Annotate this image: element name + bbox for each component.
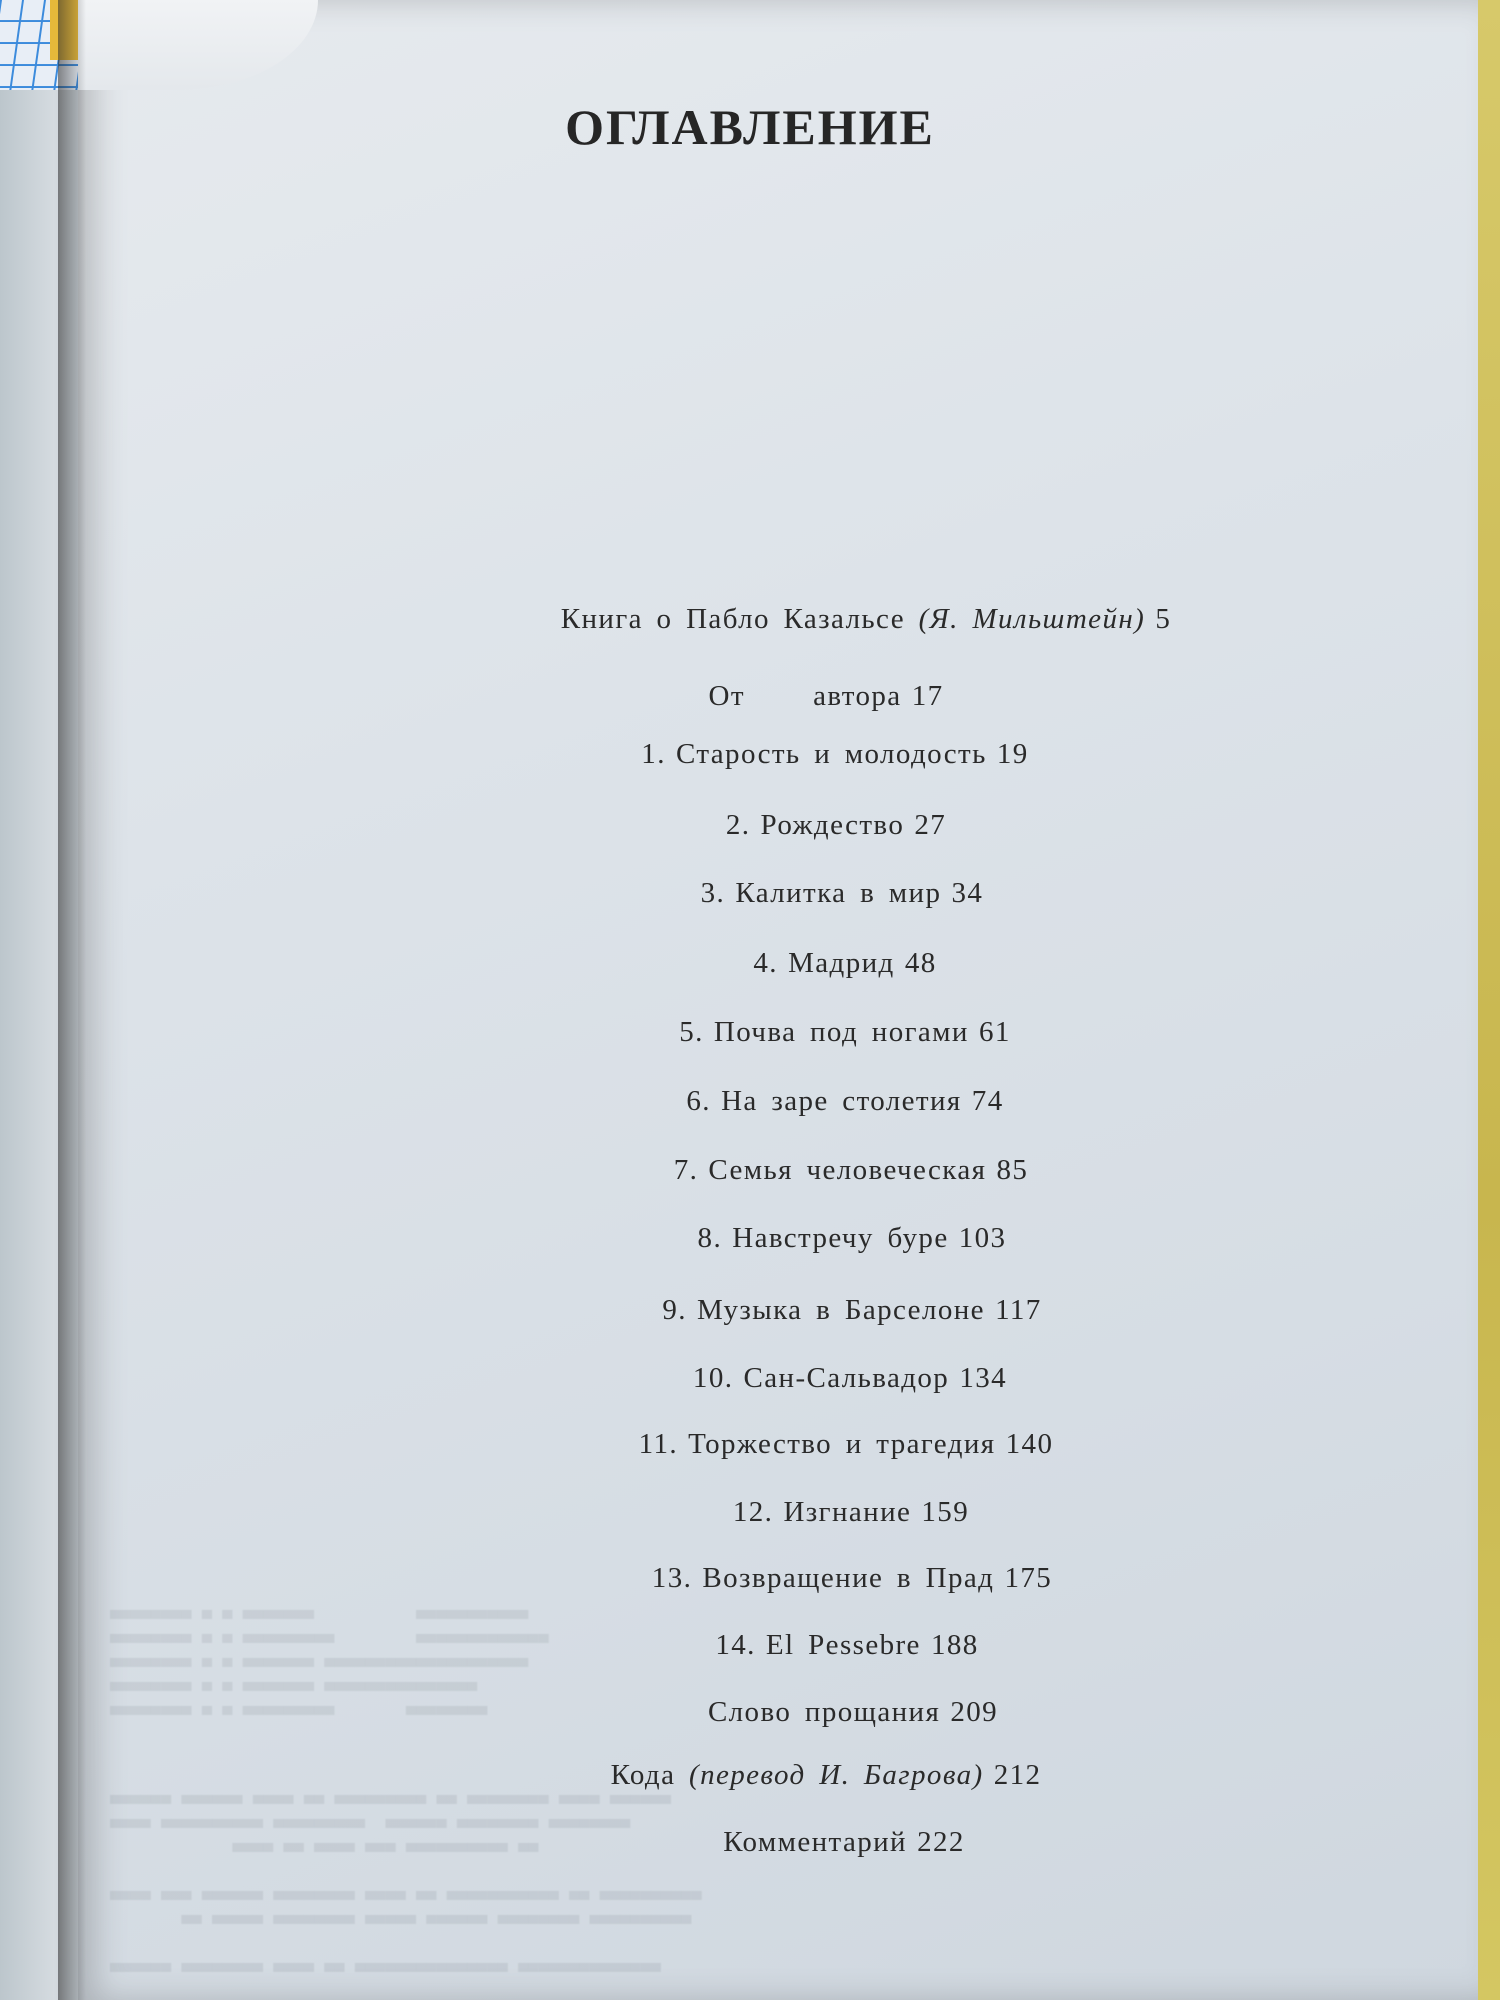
- toc-entry-title: Почва под ногами: [713, 1016, 969, 1048]
- toc-entry-title: Комментарий: [723, 1826, 907, 1858]
- toc-entry-page: 61: [979, 1016, 1011, 1048]
- toc-entry-page: 85: [996, 1154, 1029, 1186]
- toc-entry-number: 9.: [662, 1294, 687, 1326]
- toc-entry-title: Торжество и трагедия: [688, 1428, 996, 1460]
- toc-entry-page: 222: [917, 1826, 965, 1858]
- toc-entry: [101, 1496, 1500, 1529]
- toc-entry-note: (Я. Мильштейн): [918, 603, 1146, 635]
- toc-entry-page: 34: [951, 877, 984, 909]
- toc-entry-title: Калитка в мир: [735, 877, 942, 909]
- toc-entry-number: 7.: [673, 1154, 699, 1186]
- toc-entry: [102, 1222, 1500, 1255]
- toc-entry-number: 13.: [651, 1562, 693, 1594]
- toc-entry: [95, 1016, 1500, 1049]
- toc-entry: [95, 1085, 1500, 1118]
- toc-entry: [94, 1826, 1500, 1859]
- toc-entry-title: Изгнание: [783, 1496, 912, 1528]
- toc-entry: [100, 1362, 1500, 1395]
- toc-entry-title: Слово прощания: [707, 1696, 941, 1728]
- toc-entry: [101, 1154, 1500, 1187]
- show-through-ghost-text: ▀▀▀▀▀▀ ▀▀▀▀▀▀ ▀▀▀▀ ▀▀ ▀▀▀▀▀▀▀▀▀ ▀▀ ▀▀▀▀▀▀▀▀ ▀▀▀▀ ▀▀▀▀▀▀ ▀▀▀▀ ▀▀▀▀▀▀▀▀▀▀ ▀▀▀▀▀▀▀▀▀ ▀▀▀▀▀▀ ▀▀▀▀▀▀▀▀ ▀▀▀▀▀▀▀▀ ▀▀▀▀ ▀▀ ▀▀▀▀ ▀▀▀ ▀▀▀▀▀▀▀▀▀▀ ▀▀ ▀▀▀▀ ▀▀▀ ▀▀▀▀▀▀ ▀▀▀▀▀▀▀▀ ▀▀▀▀ ▀▀ ▀▀▀▀▀▀▀▀▀▀▀ ▀▀ ▀▀▀▀▀▀▀▀▀▀ ▀▀ ▀▀▀▀▀ ▀▀▀▀▀▀▀▀ ▀▀▀▀▀ ▀▀▀▀▀▀ ▀▀▀▀▀▀▀▀ ▀▀▀▀▀▀▀▀▀▀ ▀▀▀▀▀▀ ▀▀▀▀▀▀▀▀ ▀▀▀▀ ▀▀ ▀▀▀▀▀▀▀▀▀▀▀▀▀▀▀ ▀▀▀▀▀▀▀▀▀▀▀▀▀▀: [110, 1796, 702, 1983]
- toc-entry-page: 175: [1004, 1562, 1053, 1594]
- toc-entry-number: 14.: [715, 1629, 756, 1661]
- toc-entry: [95, 947, 1500, 980]
- show-through-ghost-text: ▀▀▀▀▀▀▀▀ ▀ ▀ ▀▀▀▀▀▀▀ ▀▀▀▀▀▀▀▀▀▀▀ ▀▀▀▀▀▀▀▀ ▀ ▀ ▀▀▀▀▀▀▀▀▀ ▀▀▀▀▀▀▀▀▀▀▀▀▀ ▀▀▀▀▀▀▀▀ ▀ ▀ ▀▀▀▀▀▀▀ ▀▀▀▀▀▀▀▀▀▀▀▀▀▀▀▀▀▀▀▀ ▀▀▀▀▀▀▀▀ ▀ ▀ ▀▀▀▀▀▀▀ ▀▀▀▀▀▀▀▀▀▀▀▀▀▀▀ ▀▀▀▀▀▀▀▀ ▀ ▀ ▀▀▀▀▀▀▀▀▀ ▀▀▀▀▀▀▀▀: [110, 1611, 549, 1726]
- toc-entry-title: Сан-Сальвадор: [743, 1362, 950, 1394]
- toc-entry-number: 12.: [732, 1496, 774, 1528]
- toc-entry-page: 103: [958, 1222, 1007, 1254]
- toc-entry-page: 134: [959, 1362, 1008, 1394]
- toc-heading: ОГЛАВЛЕНИЕ: [565, 99, 935, 155]
- toc-entry: [76, 1759, 1500, 1792]
- toc-entry-title: Книга о Пабло Казальсе: [560, 603, 905, 635]
- toc-entry: [102, 1294, 1500, 1327]
- toc-entry-page: 117: [995, 1294, 1042, 1326]
- toc-entry: [116, 603, 1500, 636]
- toc-entry-title: El Pessebre: [765, 1629, 921, 1661]
- toc-entry-title: На заре столетия: [721, 1085, 962, 1117]
- toc-entry-title: Рождество: [760, 809, 905, 841]
- toc-entry-number: 4.: [753, 947, 778, 979]
- toc-entry-title: Мадрид: [788, 947, 895, 979]
- toc-entry-title: Старость и молодость: [676, 738, 987, 770]
- toc-entry-number: 10.: [692, 1362, 734, 1394]
- toc-entry: [97, 1629, 1500, 1662]
- toc-entry-page: 212: [993, 1759, 1042, 1791]
- toc-entry: [76, 680, 1500, 713]
- toc-entry: [85, 738, 1500, 771]
- toc-entry-number: 3.: [700, 877, 726, 909]
- toc-entry-title: Кода: [610, 1759, 676, 1791]
- toc-entry-page: 17: [911, 680, 944, 712]
- toc-entry-page: 74: [971, 1085, 1004, 1117]
- toc-entry-number: 11.: [638, 1428, 679, 1460]
- toc-entry: [96, 1428, 1500, 1461]
- toc-entry-title: Семья человеческая: [708, 1154, 987, 1186]
- toc-entry: [102, 1562, 1500, 1595]
- toc-entry-page: 5: [1155, 603, 1172, 635]
- toc-entry-number: 8.: [697, 1222, 723, 1254]
- toc-entry-title: От автора: [708, 680, 902, 712]
- toc-entry: [103, 1696, 1500, 1729]
- toc-entry-number: 5.: [679, 1016, 704, 1048]
- toc-entry-number: 2.: [725, 809, 751, 841]
- toc-entry: [86, 809, 1500, 842]
- toc-entry-page: 209: [950, 1696, 999, 1728]
- toc-entry-page: 19: [996, 738, 1029, 770]
- toc-entry-page: 140: [1005, 1428, 1054, 1460]
- toc-entry-page: 27: [914, 809, 947, 841]
- toc-entry-note: (перевод И. Багрова): [689, 1759, 984, 1791]
- toc-entry-title: Возвращение в Прад: [702, 1562, 995, 1594]
- toc-entry-number: 6.: [686, 1085, 711, 1117]
- toc-entry-title: Навстречу буре: [732, 1222, 949, 1254]
- toc-entry-title: Музыка в Барселоне: [697, 1294, 985, 1326]
- toc-entry-page: 159: [921, 1496, 970, 1528]
- toc-entry-page: 48: [904, 947, 937, 979]
- toc-entry-page: 188: [930, 1629, 979, 1661]
- toc-entry-number: 1.: [641, 738, 666, 770]
- toc-entry: [92, 877, 1500, 910]
